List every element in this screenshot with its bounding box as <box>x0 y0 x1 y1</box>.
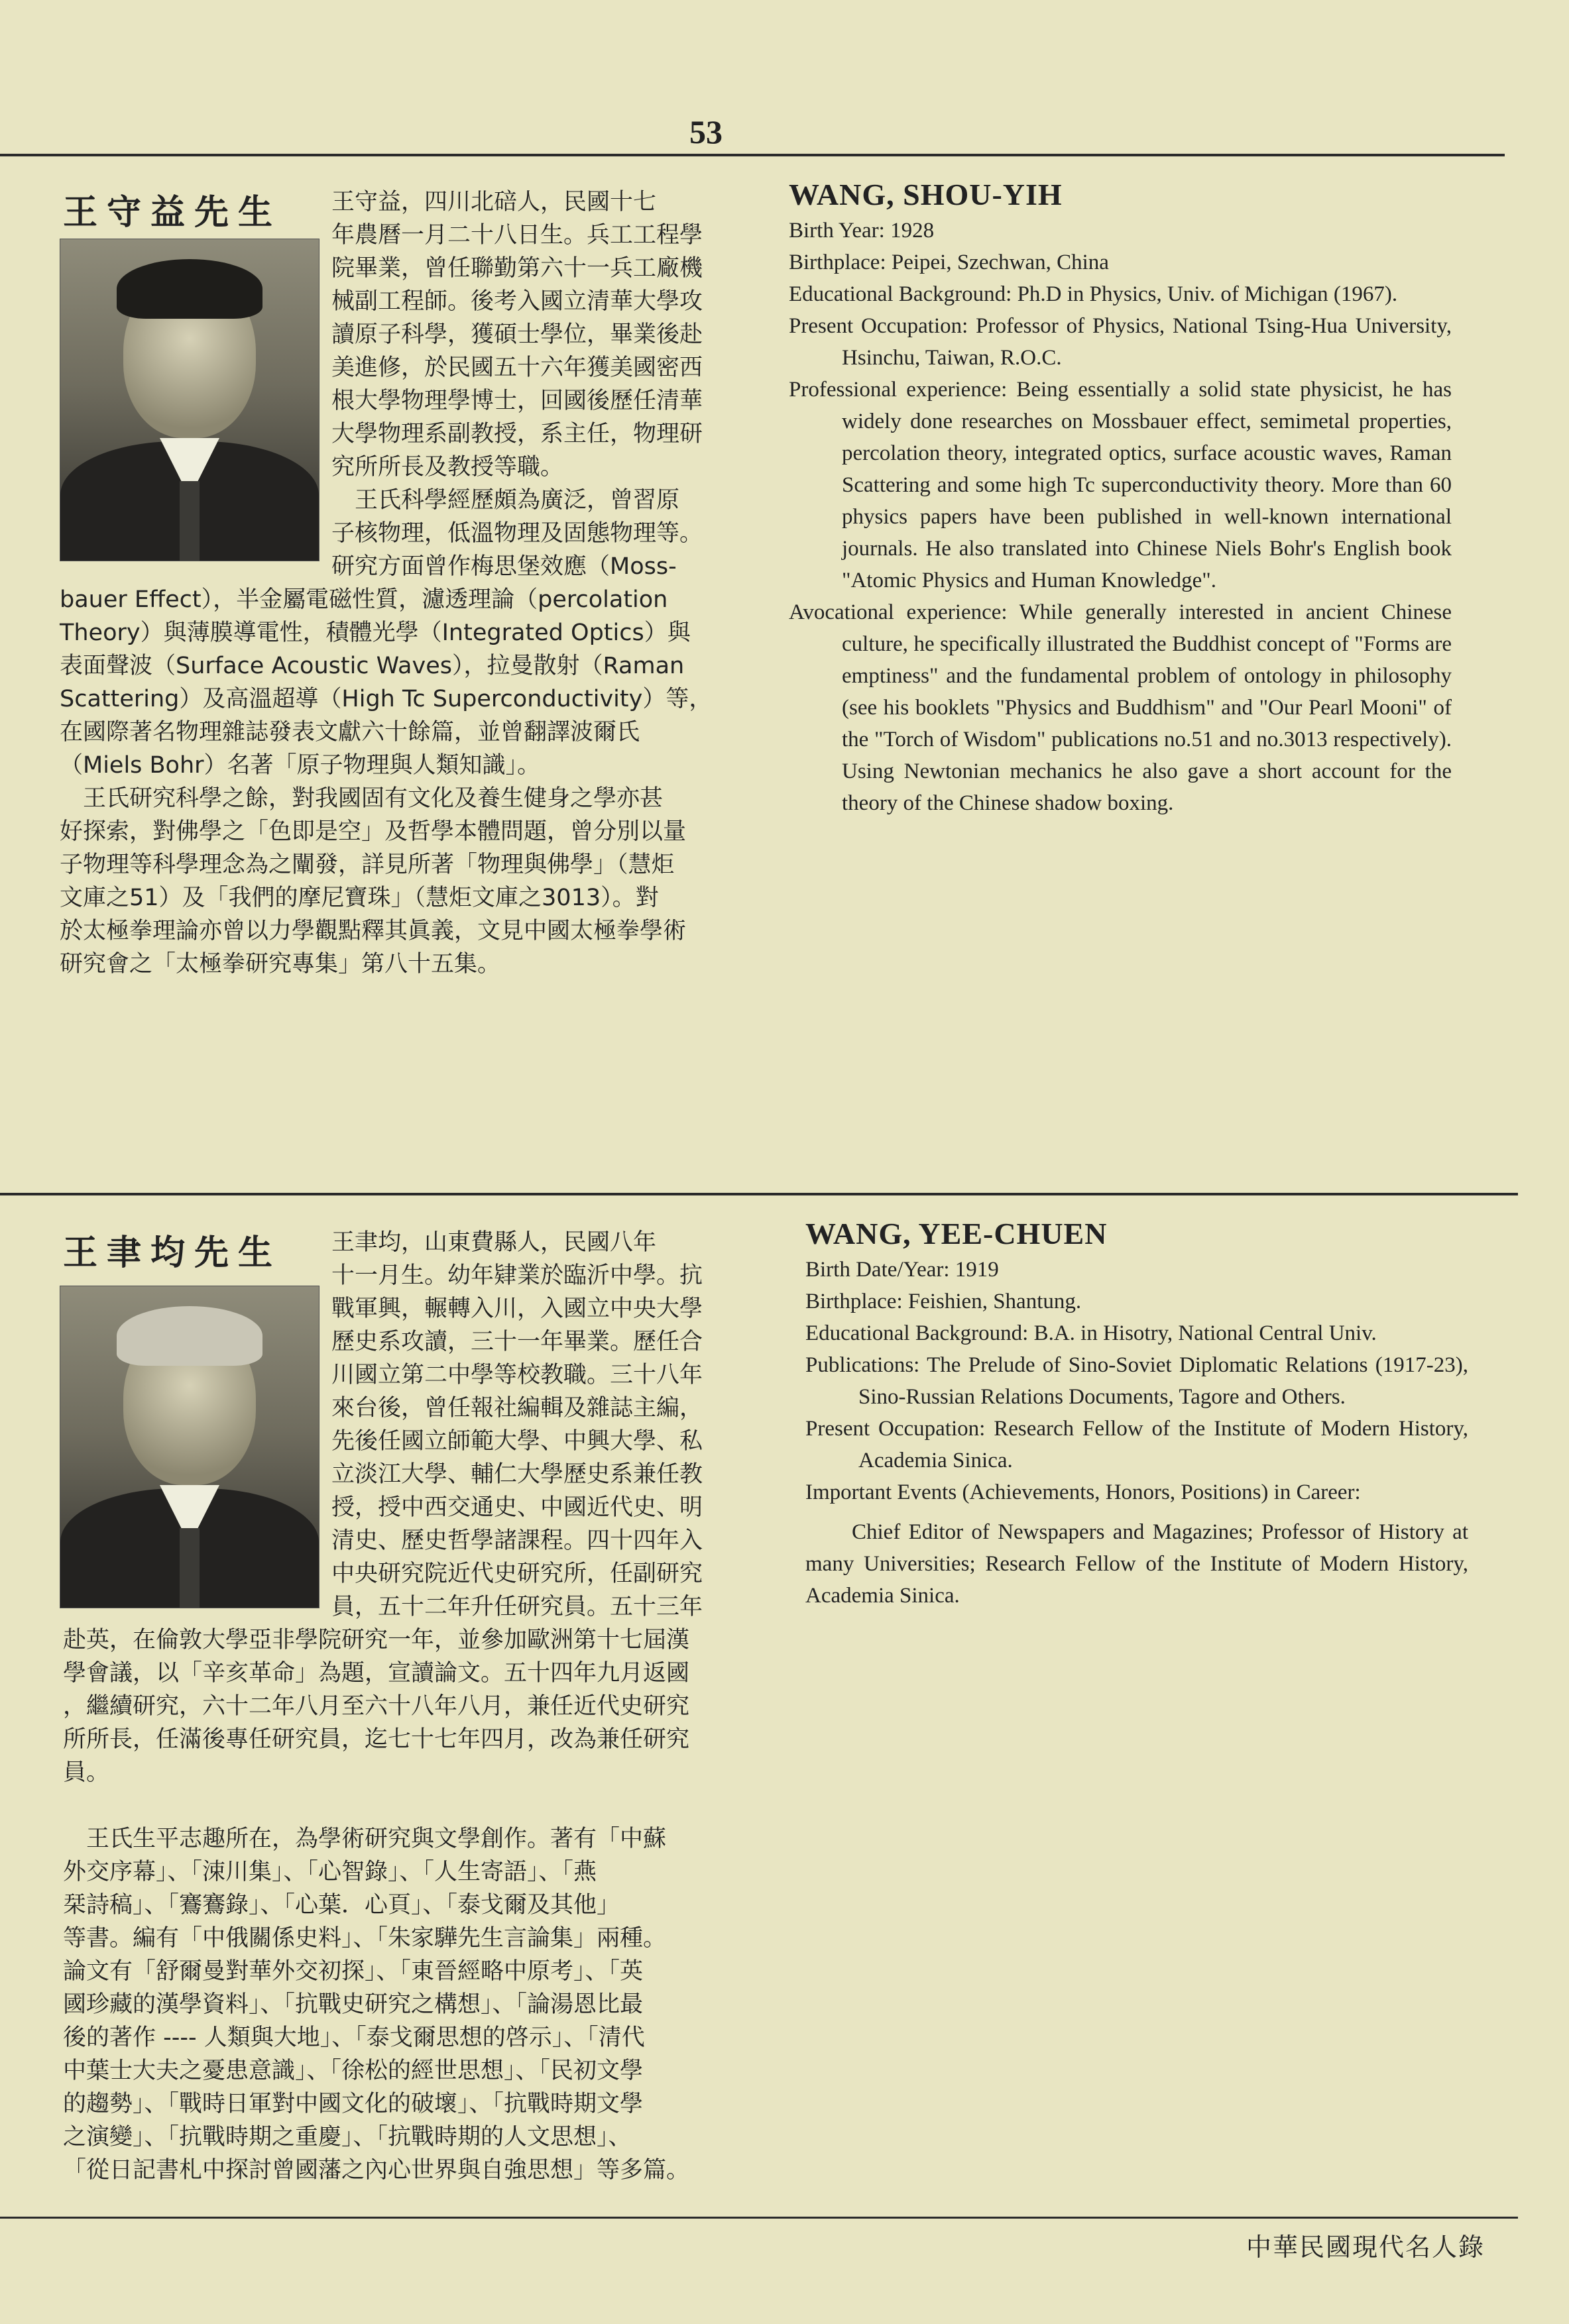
english-name: WANG, SHOU-YIH <box>789 178 1063 211</box>
chinese-bio-lower: 赴英，在倫敦大學亞非學院研究一年，並參加歐洲第十七屆漢 學會議，以「辛亥革命」為題，宣讀論文。五十四年九月返國 ，繼續研究，六十二年八月至六十八年八月，兼任近代史研究 所所長，任滿後專任研究員，迄七十七年四月，改為兼任研究 員。 王氏生平志趣所在，為學術研究與文學創作。著有「中蘇 外交序幕」、「涑川集」、「心智錄」、「人生寄語」、「燕 栞詩稿」、「鶱鶱錄」、「心葉．心頁」、「泰戈爾及其他」 等書。編有「中俄關係史料」、「朱家驊先生言論集」兩種。 論文有「舒爾曼對華外交初探」、「東晉經略中原考」、「英 國珍藏的漢學資料」、「抗戰史研究之構想」、「論湯恩比最 後的著作 ---- 人類與大地」、「泰戈爾思想的啓示」、「清代 中葉士大夫之憂患意識」、「徐松的經世思想」、「民初文學 的趨勢」、「戰時日軍對中國文化的破壞」、「抗戰時期文學 之演變」、「抗戰時期之重慶」、「抗戰時期的人文思想」、 「從日記書札中探討曾國藩之內心世界與自強思想」等多篇。 <box>63 1627 690 2184</box>
education: Educational Background: B.A. in Hisotry, National Central Univ. <box>805 1321 1377 1345</box>
portrait-photo <box>60 1286 320 1608</box>
top-divider <box>0 154 1505 156</box>
career-details: Chief Editor of Newspapers and Magazines; Professor of History at many Universities; Research Fellow of the Institute of Modern History, Academia Sinica. <box>805 1520 1468 1608</box>
portrait-hair <box>117 259 262 319</box>
middle-divider <box>0 1193 1518 1195</box>
portrait-hair <box>117 1306 262 1366</box>
bottom-divider <box>0 2217 1518 2219</box>
portrait-photo <box>60 239 320 561</box>
page-number: 53 <box>689 113 723 150</box>
important-events-label: Important Events (Achievements, Honors, Positions) in Career: <box>805 1480 1361 1504</box>
biography-entry-2 <box>0 1206 1569 2207</box>
chinese-bio-upper: 王守益，四川北碚人，民國十七 年農曆一月二十八日生。兵工工程學 院畢業，曾任聯勤第六十一兵工廠機 械副工程師。後考入國立清華大學攻 讀原子科學，獲碩士學位，畢業後赴 美進修，於民國五十六年獲美國密西 根大學物理學博士，回國後歷任清華 大學物理系副教授，系主任，物理研 究所所長及教授等職。 王氏科學經歷頗為廣泛，曾習原 子核物理，低溫物理及固態物理等。 研究方面曾作梅思堡效應（Moss- <box>331 189 703 580</box>
chinese-name: 王守益先生 <box>63 193 282 233</box>
occupation: Present Occupation: Professor of Physics, National Tsing-Hua University, Hsinchu, Taiwan, R.O.C. <box>789 314 1452 370</box>
birth-year: Birth Year: 1928 <box>789 219 935 243</box>
portrait-tie <box>180 1528 200 1608</box>
birthplace: Birthplace: Peipei, Szechwan, China <box>789 250 1109 274</box>
education: Educational Background: Ph.D in Physics, Univ. of Michigan (1967). <box>789 282 1398 306</box>
chinese-bio-lower: bauer Effect），半金屬電磁性質，濾透理論（percolation Theory）與薄膜導電性，積體光學（Integrated Optics）與 表面聲波（Surface Acoustic Waves），拉曼散射（Raman Scattering）及高溫超導（High Tc Superconductivity）等， 在國際著名物理雜誌發表文獻六十餘篇，並曾翻譯波爾氏 （Miels Bohr）名著「原子物理與人類知識」。 王氏研究科學之餘，對我國固有文化及養生健身之學亦甚 好探索，對佛學之「色即是空」及哲學本體問題，曾分別以量 子物理等科學理念為之闡發，詳見所著「物理與佛學」（慧炬 文庫之51）及「我們的摩尼寶珠」（慧炬文庫之3013）。對 於太極拳理論亦曾以力學觀點釋其眞義，文見中國太極拳學術 研究會之「太極拳研究專集」第八十五集。 <box>60 586 713 977</box>
avocational-experience: Avocational experience: While generally interested in ancient Chinese culture, he specifically illustrated the Buddhist concept of "Forms are emptiness" and the fundamental problem of ontology in philosophy (see his booklets "Physics and Buddhism" and "Our Pearl Mooni" of the "Torch of Wisdom" publications no.51 and no.3013 respectively). Using Newtonian mechanics he also gave a short account for the theory of the Chinese shadow boxing. <box>789 600 1452 815</box>
chinese-name: 王聿均先生 <box>63 1233 282 1273</box>
footer-book-title: 中華民國現代名人錄 <box>1246 2233 1485 2262</box>
english-bio <box>805 1218 1468 1612</box>
chinese-bio-upper: 王聿均，山東費縣人，民國八年 十一月生。幼年肄業於臨沂中學。抗 戰軍興，輾轉入川，入國立中央大學 歷史系攻讀，三十一年畢業。歷任合 川國立第二中學等校教職。三十八年 來台後，曾任報社編輯及雜誌主編， 先後任國立師範大學、中興大學、私 立淡江大學、輔仁大學歷史系兼任教 授，授中西交通史、中國近代史、明 清史、歷史哲學諸課程。四十四年入 中央研究院近代史研究所，任副研究 員，五十二年升任研究員。五十三年 <box>331 1229 703 1620</box>
biography-entry-1 <box>0 166 1569 1186</box>
professional-experience: Professional experience: Being essentially a solid state physicist, he has widely done researches on Mossbauer effect, semimetal properties, percolation theory, integrated optics, surface acoustic waves, Raman Scattering and some high Tc superconductivity theory. More than 60 physics papers have been published in well-known international journals. He also translated into Chinese Niels Bohr's English book "Atomic Physics and Human Knowledge". <box>789 378 1452 592</box>
birth-year: Birth Date/Year: 1919 <box>805 1258 999 1282</box>
portrait-tie <box>180 481 200 561</box>
publications: Publications: The Prelude of Sino-Soviet Diplomatic Relations (1917-23), Sino-Russian Relations Documents, Tagore and Others. <box>805 1353 1468 1409</box>
english-name: WANG, YEE-CHUEN <box>805 1217 1108 1250</box>
birthplace: Birthplace: Feishien, Shantung. <box>805 1290 1082 1313</box>
english-bio <box>789 179 1452 819</box>
occupation: Present Occupation: Research Fellow of the Institute of Modern History, Academia Sinica. <box>805 1417 1468 1472</box>
